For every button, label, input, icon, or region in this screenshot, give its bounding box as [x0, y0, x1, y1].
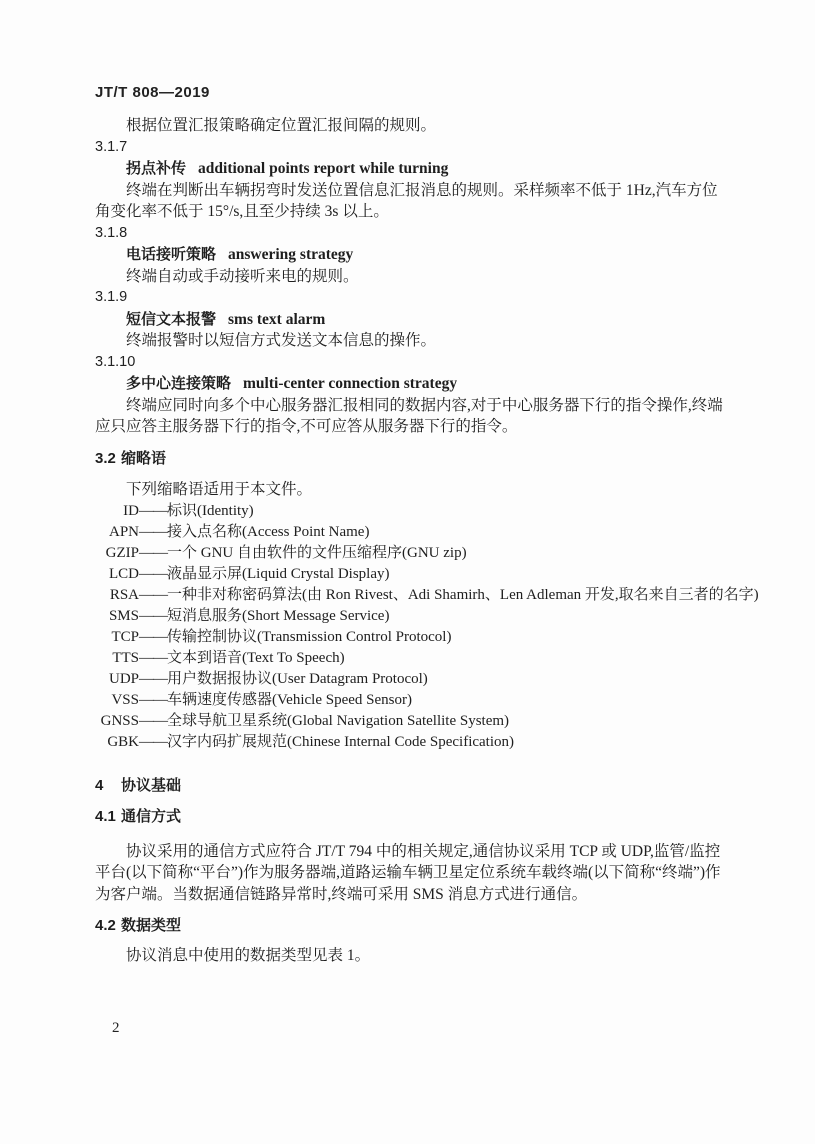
abbr-key: GNSS [100, 712, 139, 729]
term-block-3-1-10 [95, 352, 725, 438]
term-en: sms text alarm [228, 310, 326, 328]
term-zh: 拐点补传 [126, 160, 187, 177]
section-number: 4.2 [95, 917, 116, 934]
section-4-2-body: 协议消息中使用的数据类型见表 1。 [126, 946, 371, 964]
abbr-row-sms [95, 606, 725, 627]
abbr-row-rsa [95, 585, 759, 606]
abbr-intro: 下列缩略语适用于本文件。 [126, 481, 313, 498]
abbr-dash: —— [139, 544, 167, 561]
abbr-row-vss [95, 690, 725, 711]
abbr-key: LCD [109, 565, 139, 582]
term-body: 终端应同时向多个中心服务器汇报相同的数据内容,对于中心服务器下行的指令操作,终端应只应答主服务器下行的指令,不可应答从服务器下行的指令。 [95, 396, 723, 435]
abbr-definition: 车辆速度传感器(Vehicle Speed Sensor) [167, 691, 412, 708]
abbr-key: TTS [112, 649, 139, 666]
term-zh: 多中心连接策略 [126, 375, 232, 392]
term-en: answering strategy [228, 246, 354, 263]
standard-number-header: JT/T 808—2019 [95, 84, 210, 101]
term-block-3-1-8 [95, 223, 725, 288]
abbr-dash: —— [139, 733, 167, 750]
abbr-dash: —— [139, 586, 167, 603]
abbr-dash: —— [139, 565, 167, 582]
section-number: 3.2 [95, 449, 116, 467]
section-title: 通信方式 [121, 808, 182, 825]
abbr-row-tts [95, 648, 725, 669]
abbr-row-gzip [95, 543, 725, 564]
abbr-definition: 短消息服务(Short Message Service) [167, 607, 390, 624]
abbr-row-id [95, 501, 725, 522]
abbr-dash: —— [139, 502, 167, 519]
abbr-definition: 传输控制协议(Transmission Control Protocol) [167, 628, 452, 645]
section-title: 缩略语 [121, 449, 167, 467]
abbr-definition: 标识(Identity) [167, 502, 254, 519]
abbr-dash: —— [139, 691, 167, 708]
page-number: 2 [112, 1020, 120, 1036]
abbr-definition: 用户数据报协议(User Datagram Protocol) [167, 670, 428, 687]
term-number: 3.1.8 [95, 224, 128, 241]
abbr-dash: —— [139, 649, 167, 666]
abbr-key: APN [108, 523, 139, 540]
section-heading-3-2 [95, 448, 725, 470]
term-heading [95, 373, 725, 395]
abbr-definition: 全球导航卫星系统(Global Navigation Satellite System) [167, 712, 510, 729]
term-zh: 短信文本报警 [126, 310, 217, 328]
term-body: 终端自动或手动接听来电的规则。 [126, 267, 359, 285]
abbr-key: RSA [109, 586, 139, 603]
abbr-key: TCP [111, 628, 139, 645]
abbr-key: VSS [111, 691, 139, 708]
section-number: 4.1 [95, 808, 116, 825]
section-title: 协议基础 [121, 776, 182, 794]
abbr-row-tcp [95, 627, 725, 648]
abbr-row-gbk [95, 732, 725, 753]
term-block-3-1-7 [95, 137, 725, 223]
abbr-key: ID [123, 502, 139, 519]
term-number: 3.1.10 [95, 353, 136, 370]
abbr-definition: 一个 GNU 自由软件的文件压缩程序(GNU zip) [167, 544, 467, 561]
section-title: 数据类型 [121, 917, 182, 934]
term-number: 3.1.7 [95, 138, 128, 155]
term-body: 终端在判断出车辆拐弯时发送位置信息汇报消息的规则。采样频率不低于 1Hz,汽车方位角变化率不低于 15°/s,且至少持续 3s 以上。 [95, 181, 718, 220]
abbr-key: GZIP [105, 544, 139, 561]
abbr-dash: —— [139, 607, 167, 624]
term-number: 3.1.9 [95, 289, 128, 305]
abbr-dash: —— [139, 712, 167, 729]
abbr-row-apn [95, 522, 725, 543]
abbr-definition: 文本到语音(Text To Speech) [167, 649, 345, 666]
term-body: 终端报警时以短信方式发送文本信息的操作。 [126, 332, 437, 349]
abbr-key: GBK [107, 733, 139, 750]
page-content [95, 84, 759, 966]
abbr-definition: 一种非对称密码算法(由 Ron Rivest、Adi Shamirh、Len Adleman 开发,取名来自三者的名字) [167, 586, 759, 603]
abbr-key: SMS [108, 607, 139, 624]
abbr-row-udp [95, 669, 725, 690]
term-block-3-1-9 [95, 287, 725, 352]
abbr-row-lcd [95, 564, 725, 585]
section-heading-4 [95, 775, 725, 797]
abbr-dash: —— [139, 628, 167, 645]
section-heading-4-2 [95, 915, 725, 937]
abbr-dash: —— [139, 670, 167, 687]
section-number: 4 [95, 776, 104, 794]
abbr-row-gnss [95, 711, 725, 732]
abbr-dash: —— [139, 523, 167, 540]
term-en: multi-center connection strategy [243, 375, 458, 392]
section-heading-4-1 [95, 806, 725, 828]
abbr-key: UDP [108, 670, 139, 687]
intro-paragraph: 根据位置汇报策略确定位置汇报间隔的规则。 [126, 117, 437, 134]
abbreviation-list [95, 501, 759, 753]
term-heading [95, 309, 725, 331]
abbr-definition: 汉字内码扩展规范(Chinese Internal Code Specification) [167, 733, 515, 750]
term-zh: 电话接听策略 [126, 246, 217, 263]
abbr-definition: 接入点名称(Access Point Name) [167, 523, 370, 540]
term-heading [95, 244, 725, 266]
term-heading [95, 158, 725, 180]
section-4-1-body: 协议采用的通信方式应符合 JT/T 794 中的相关规定,通信协议采用 TCP 或 UDP,监管/监控平台(以下简称“平台”)作为服务器端,道路运输车辆卫星定位系统车载终端(以下简称“终端”)作为客户端。当数据通信链路异常时,终端可采用 SMS 消息方式进行通信。 [95, 842, 721, 903]
abbr-definition: 液晶显示屏(Liquid Crystal Display) [167, 565, 390, 582]
term-en: additional points report while turning [198, 160, 449, 177]
